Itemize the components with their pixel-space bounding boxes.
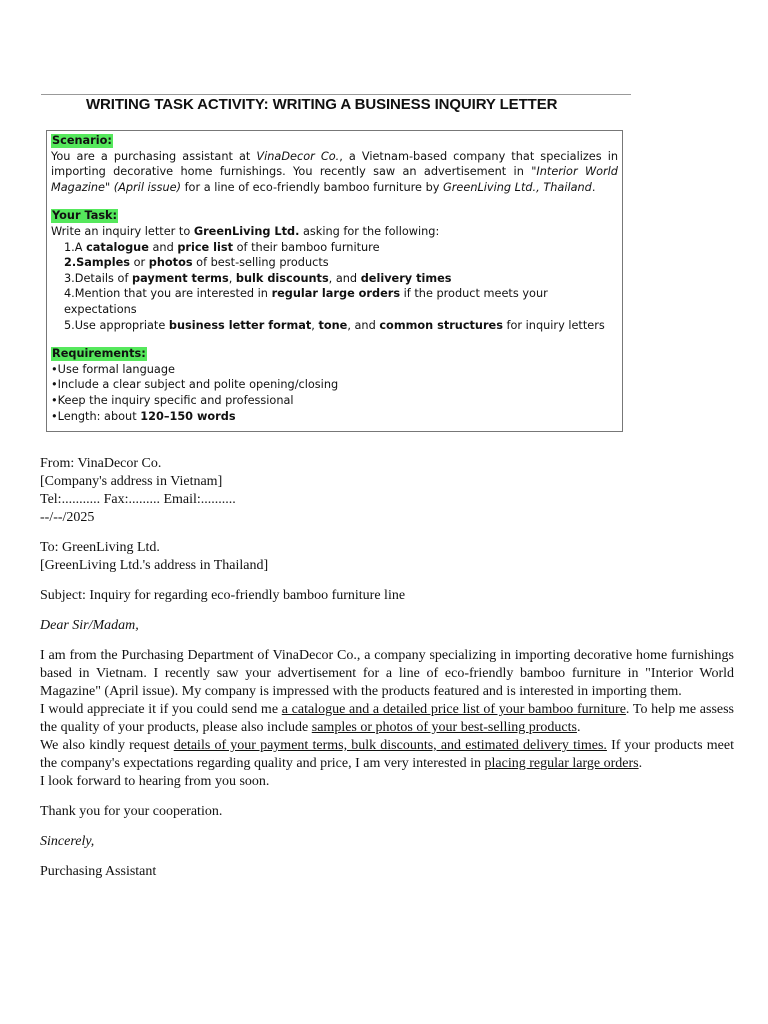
scenario-heading: Scenario: [52, 134, 112, 147]
task-box [46, 130, 623, 432]
contact-line: Tel:........... Fax:......... Email:.......... [40, 492, 236, 507]
task-item: 3.Details of payment terms, bulk discounts, and delivery times [64, 271, 452, 285]
paragraph-intro: I am from the Purchasing Department of VinaDecor Co., a company specializing in importing decorative home furnishings based in Vietnam. I recently saw your advertisement for a line of eco-friendly bamboo furniture in "Interior World Magazine" (April issue). My company is impressed with the products featured and is interested in importing them. [40, 648, 734, 699]
scenario-supplier: GreenLiving Ltd., Thailand [443, 180, 592, 194]
paragraph-closing: I look forward to hearing from you soon. [40, 774, 270, 789]
to-address: [GreenLiving Ltd.'s address in Thailand] [40, 558, 269, 573]
from-line: From: VinaDecor Co. [40, 456, 162, 471]
task-title: WRITING TASK ACTIVITY: WRITING A BUSINESS INQUIRY LETTER [86, 96, 558, 113]
signature: Purchasing Assistant [40, 864, 157, 879]
requirement-item: • Include a clear subject and polite opening/closing [51, 377, 618, 393]
paragraph-terms: We also kindly request details of your payment terms, bulk discounts, and estimated delivery times. If your products meet the company's expectations regarding quality and price, I am very interested in placing regular large orders. [40, 738, 734, 771]
underlined-phrase: a catalogue and a detailed price list of your bamboo furniture [281, 702, 626, 717]
your-task-intro: Write an inquiry letter to GreenLiving Ltd. asking for the following: [51, 224, 440, 238]
task-item: 4.Mention that you are interested in regular large orders if the product meets your expectations [64, 287, 548, 316]
task-item: 5.Use appropriate business letter format, tone, and common structures for inquiry letters [64, 318, 605, 332]
underlined-phrase: samples or photos of your best-selling products [311, 720, 577, 735]
paragraph-request: I would appreciate it if you could send me a catalogue and a detailed price list of your bamboo furniture. To help me assess the quality of your products, please also include samples or photos of your best-selling products. [40, 702, 735, 735]
scenario-text: You are a purchasing assistant at VinaDecor Co., a Vietnam-based company that specializes in importing decorative home furnishings. You recently saw an advertisement in "Interior World Magazine" (April issue) for a line of eco-friendly bamboo furniture by GreenLiving Ltd., Thailand. [51, 149, 618, 194]
underlined-phrase: placing regular large orders [484, 756, 639, 771]
to-line: To: GreenLiving Ltd. [40, 540, 160, 555]
task-item: 1.A catalogue and price list of their bamboo furniture [64, 240, 380, 254]
letter-date: --/--/2025 [40, 510, 95, 525]
letter-body [40, 455, 734, 881]
thanks-line: Thank you for your cooperation. [40, 804, 223, 819]
scenario-magazine: "Interior World Magazine" (April issue) [51, 165, 618, 194]
requirement-item: • Use formal language [51, 362, 618, 378]
your-task-heading: Your Task: [52, 209, 118, 223]
closing-line: Sincerely, [40, 834, 95, 849]
scenario-company: VinaDecor Co. [256, 149, 340, 163]
salutation: Dear Sir/Madam, [40, 618, 139, 633]
requirement-item: • Length: about 120–150 words [51, 409, 618, 425]
requirements-heading: Requirements: [52, 347, 146, 361]
underlined-phrase: details of your payment terms, bulk discounts, and estimated delivery times. [173, 738, 607, 753]
from-address: [Company's address in Vietnam] [40, 474, 223, 489]
top-divider [41, 94, 631, 95]
task-item: 2.Samples or photos of best-selling products [64, 256, 329, 270]
subject-line: Subject: Inquiry for regarding eco-friendly bamboo furniture line [40, 588, 406, 603]
requirement-item: • Keep the inquiry specific and professional [51, 393, 618, 409]
